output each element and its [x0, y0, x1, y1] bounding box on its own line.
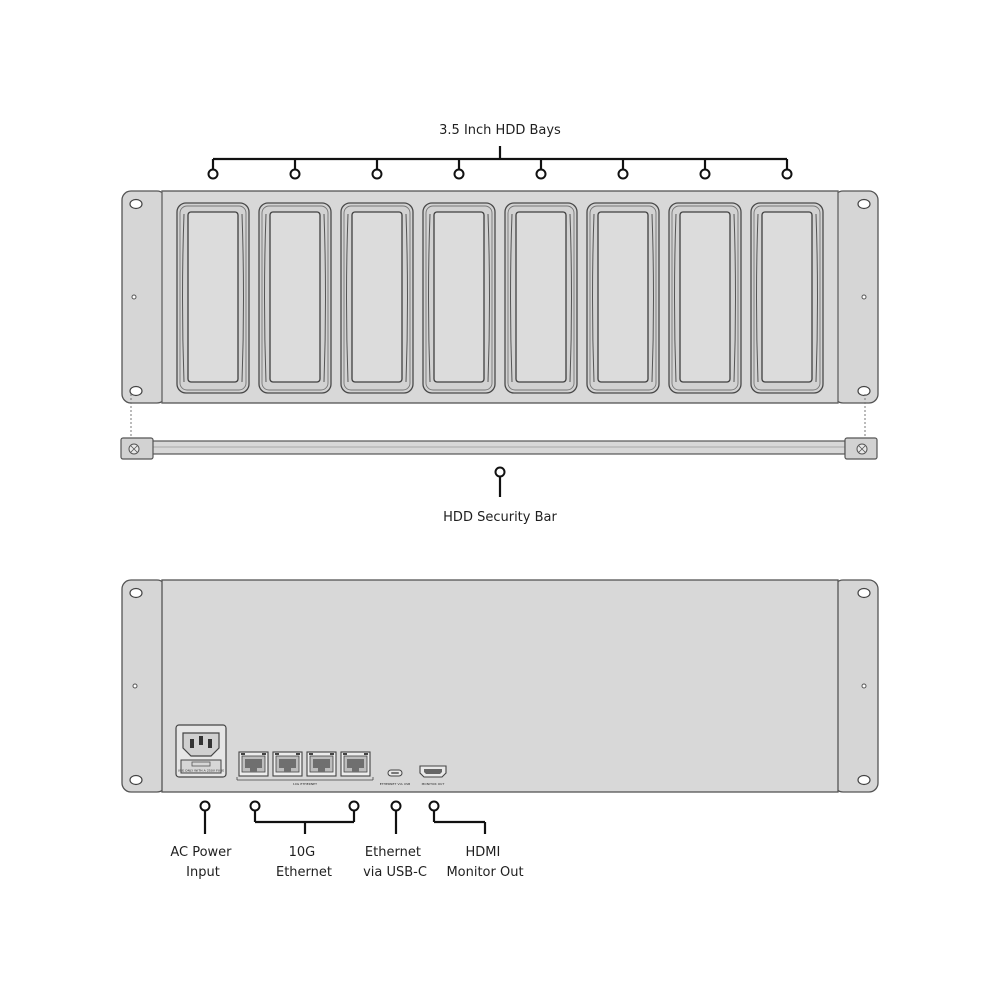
mounting-hole — [130, 200, 142, 209]
hdd-bays-label: 3.5 Inch HDD Bays — [439, 123, 561, 138]
mounting-hole — [858, 589, 870, 598]
hdmi-label: HDMI Monitor Out — [446, 845, 524, 880]
hdd-bay[interactable] — [669, 203, 741, 393]
hdmi-port — [420, 766, 446, 777]
mounting-hole — [858, 200, 870, 209]
hdd-bays-callout — [209, 146, 792, 179]
hdd-bay[interactable] — [423, 203, 495, 393]
hdd-bay-handle[interactable] — [598, 212, 648, 382]
hdd-security-bar — [121, 438, 877, 459]
hdd-bay[interactable] — [259, 203, 331, 393]
ac-power-inlet — [176, 725, 226, 777]
hdd-bay-handle[interactable] — [516, 212, 566, 382]
security-bar-label: HDD Security Bar — [443, 510, 557, 525]
front-rack-ear-right — [834, 191, 878, 403]
hdd-bay[interactable] — [177, 203, 249, 393]
mounting-hole — [130, 589, 142, 598]
hdd-bay-handle[interactable] — [434, 212, 484, 382]
ethernet-10g-callout — [251, 802, 359, 835]
hdd-bay-handle[interactable] — [680, 212, 730, 382]
hdd-bay-handle[interactable] — [352, 212, 402, 382]
power-silkscreen: USE ONLY WITH A 250V FUSE — [177, 768, 225, 773]
hdmi-callout — [430, 802, 486, 835]
security-bar-callout — [496, 468, 505, 498]
mounting-hole — [130, 776, 142, 785]
hdd-bay[interactable] — [751, 203, 823, 393]
hdmi-silkscreen: MONITOR OUT — [421, 782, 445, 786]
ethernet-usbc-label: Ethernet via USB-C — [363, 845, 427, 880]
front-rack-ear-left — [122, 191, 166, 403]
usb-c-silkscreen: ETHERNET VIA USB — [379, 782, 411, 786]
ethernet-group-silkscreen: 10G ETHERNET — [292, 782, 318, 786]
ethernet-10g-label: 10G Ethernet — [276, 845, 332, 880]
hdd-bay-handle[interactable] — [188, 212, 238, 382]
rj45-port — [273, 752, 302, 776]
power-pin-icon — [190, 739, 194, 748]
power-pin-icon — [208, 739, 212, 748]
hdd-bay[interactable] — [341, 203, 413, 393]
power-pin-icon — [199, 736, 203, 745]
ac-power-callout — [201, 802, 210, 835]
mounting-hole — [858, 387, 870, 396]
mounting-hole — [130, 387, 142, 396]
hdd-bay[interactable] — [587, 203, 659, 393]
rear-rack-ear-left — [122, 580, 166, 792]
hdd-bay[interactable] — [505, 203, 577, 393]
rear-rack-ear-right — [834, 580, 878, 792]
ac-power-label: AC Power Input — [170, 845, 232, 880]
rj45-port — [239, 752, 268, 776]
mounting-hole — [858, 776, 870, 785]
rj45-port — [307, 752, 336, 776]
rj45-port — [341, 752, 370, 776]
hdd-bay-handle[interactable] — [762, 212, 812, 382]
hdd-bay-handle[interactable] — [270, 212, 320, 382]
rear-chassis — [122, 580, 878, 792]
usb-c-port — [388, 770, 402, 776]
ethernet-usbc-callout — [392, 802, 401, 835]
